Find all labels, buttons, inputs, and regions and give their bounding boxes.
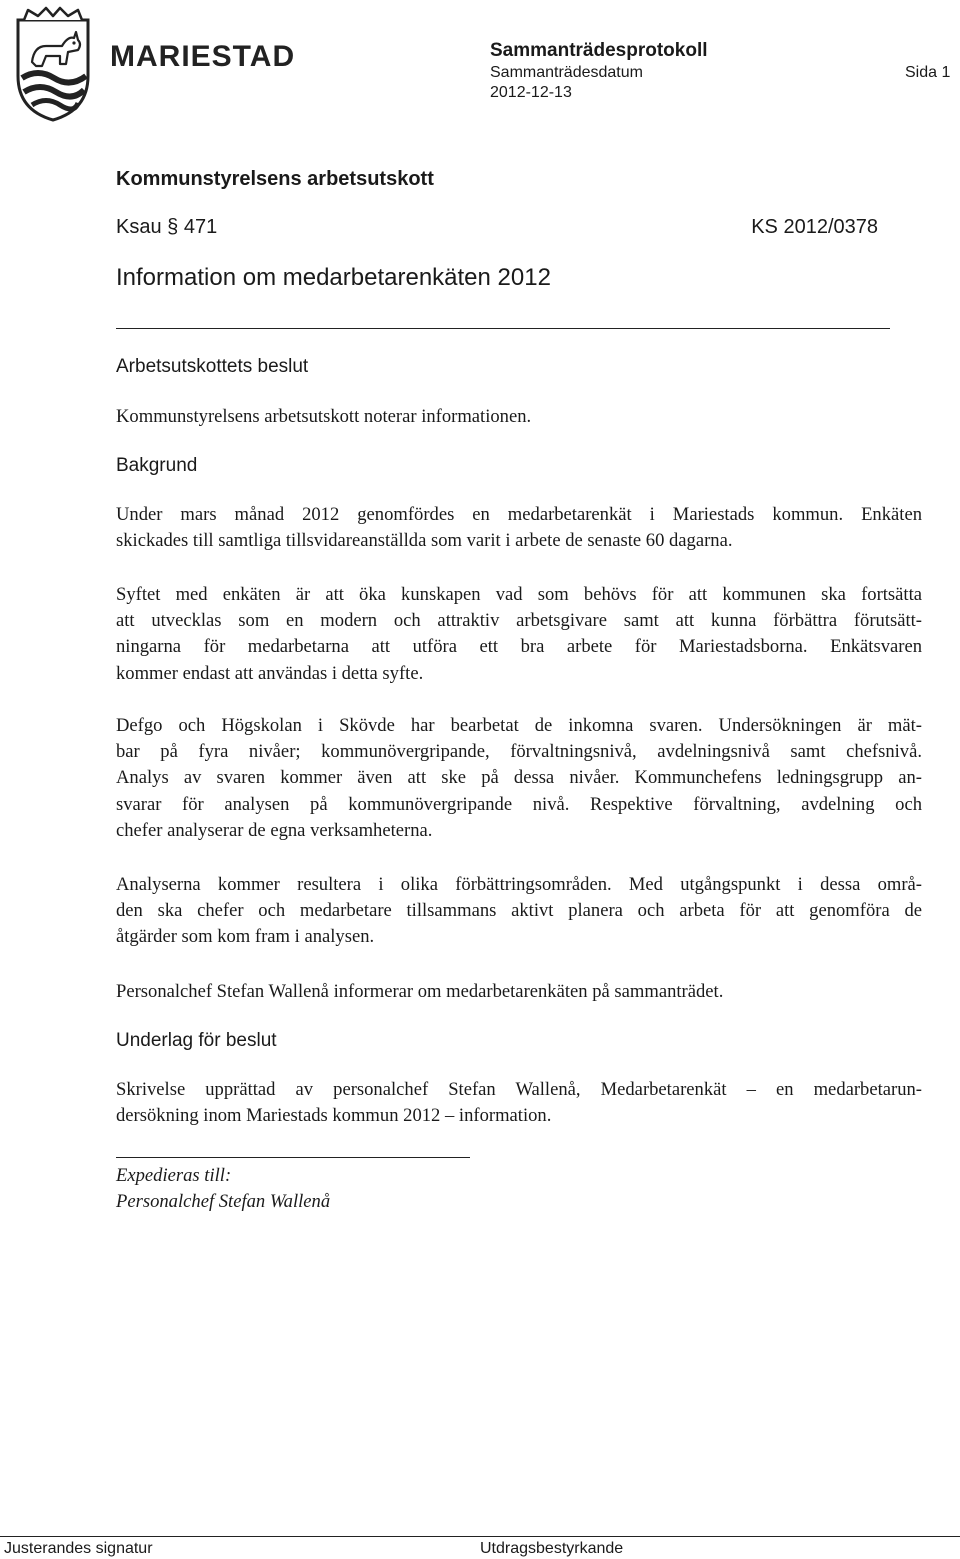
text-line: ningarna för medarbetarna att utföra ett bra arbete för Mariestadsborna. Enkätsvaren	[116, 636, 922, 658]
text-line: Syftet med enkäten är att öka kunskapen vad som behövs för att kommunen ska fortsätta	[116, 584, 922, 605]
background-paragraph-2	[116, 582, 922, 687]
background-paragraph-1	[116, 502, 922, 554]
background-heading: Bakgrund	[116, 455, 198, 476]
meeting-date-label: Sammanträdesdatum	[490, 64, 643, 81]
text-line: Defgo och Högskolan i Skövde har bearbetat de inkomna svaren. Undersökningen är mät-	[116, 715, 922, 736]
page-number: Sida 1	[905, 64, 951, 81]
background-paragraph-5	[116, 979, 922, 1005]
decision-text	[116, 404, 922, 430]
text-line: åtgärder som kom fram i analysen.	[116, 926, 375, 948]
meeting-date: 2012-12-13	[490, 84, 572, 101]
text-line: Analyserna kommer resultera i olika förbättringsområden. Med utgångspunkt i dessa områ-	[116, 874, 922, 895]
committee-name: Kommunstyrelsens arbetsutskott	[116, 168, 434, 190]
dispatch-recipient: Personalchef Stefan Wallenå	[116, 1191, 331, 1212]
text-line: Skrivelse upprättad av personalchef Stefan Wallenå, Medarbetarenkät – en medarbetarun-	[116, 1079, 922, 1100]
text-line: Analys av svaren kommer även att ske på dessa nivåer. Kommunchefens ledningsgrupp an-	[116, 767, 922, 789]
basis-paragraph	[116, 1077, 922, 1129]
case-number: KS 2012/0378	[751, 216, 878, 238]
text-line: chefer analyserar de egna verksamheterna.	[116, 819, 433, 841]
footer-divider	[0, 1536, 960, 1537]
paragraph-number: Ksau § 471	[116, 216, 218, 238]
text-line: att utvecklas som en modern och attraktiv arbetsgivare samt att kunna förbättra förutsätt-	[116, 610, 922, 632]
background-paragraph-3	[116, 713, 922, 844]
subject-title: Information om medarbetarenkäten 2012	[116, 264, 551, 291]
basis-heading: Underlag för beslut	[116, 1030, 277, 1051]
text-line: svarar för analysen på kommunövergripande nivå. Respektive förvaltning, avdelning och	[116, 793, 922, 815]
logo-wordmark: MARIESTAD	[110, 40, 296, 73]
signature-label: Justerandes signatur	[4, 1540, 153, 1557]
text-line: skickades till samtliga tillsvidareanställda som varit i arbete de senaste 60 dagarna.	[116, 530, 733, 552]
municipality-crest-logo	[10, 6, 96, 124]
text-line: dersökning inom Mariestads kommun 2012 – information.	[116, 1105, 552, 1127]
text-line: den ska chefer och medarbetare tillsammans aktivt planera och arbeta för att genomföra de	[116, 900, 922, 922]
text-line: Personalchef Stefan Wallenå informerar om medarbetarenkäten på sammanträdet.	[116, 981, 724, 1002]
dispatch-label: Expedieras till:	[116, 1165, 232, 1186]
text-line: Kommunstyrelsens arbetsutskott noterar informationen.	[116, 406, 532, 427]
document-title: Sammanträdesprotokoll	[490, 40, 708, 61]
text-line: Under mars månad 2012 genomfördes en medarbetarenkät i Mariestads kommun. Enkäten	[116, 504, 922, 525]
dispatch-divider	[116, 1157, 470, 1158]
decision-heading: Arbetsutskottets beslut	[116, 356, 309, 377]
text-line: bar på fyra nivåer; kommunövergripande, förvaltningsnivå, avdelningsnivå samt chefsnivå.	[116, 741, 922, 763]
text-line: kommer endast att användas i detta syfte.	[116, 662, 424, 684]
background-paragraph-4	[116, 872, 922, 951]
extract-certification-label: Utdragsbestyrkande	[480, 1540, 624, 1557]
divider	[116, 328, 890, 329]
